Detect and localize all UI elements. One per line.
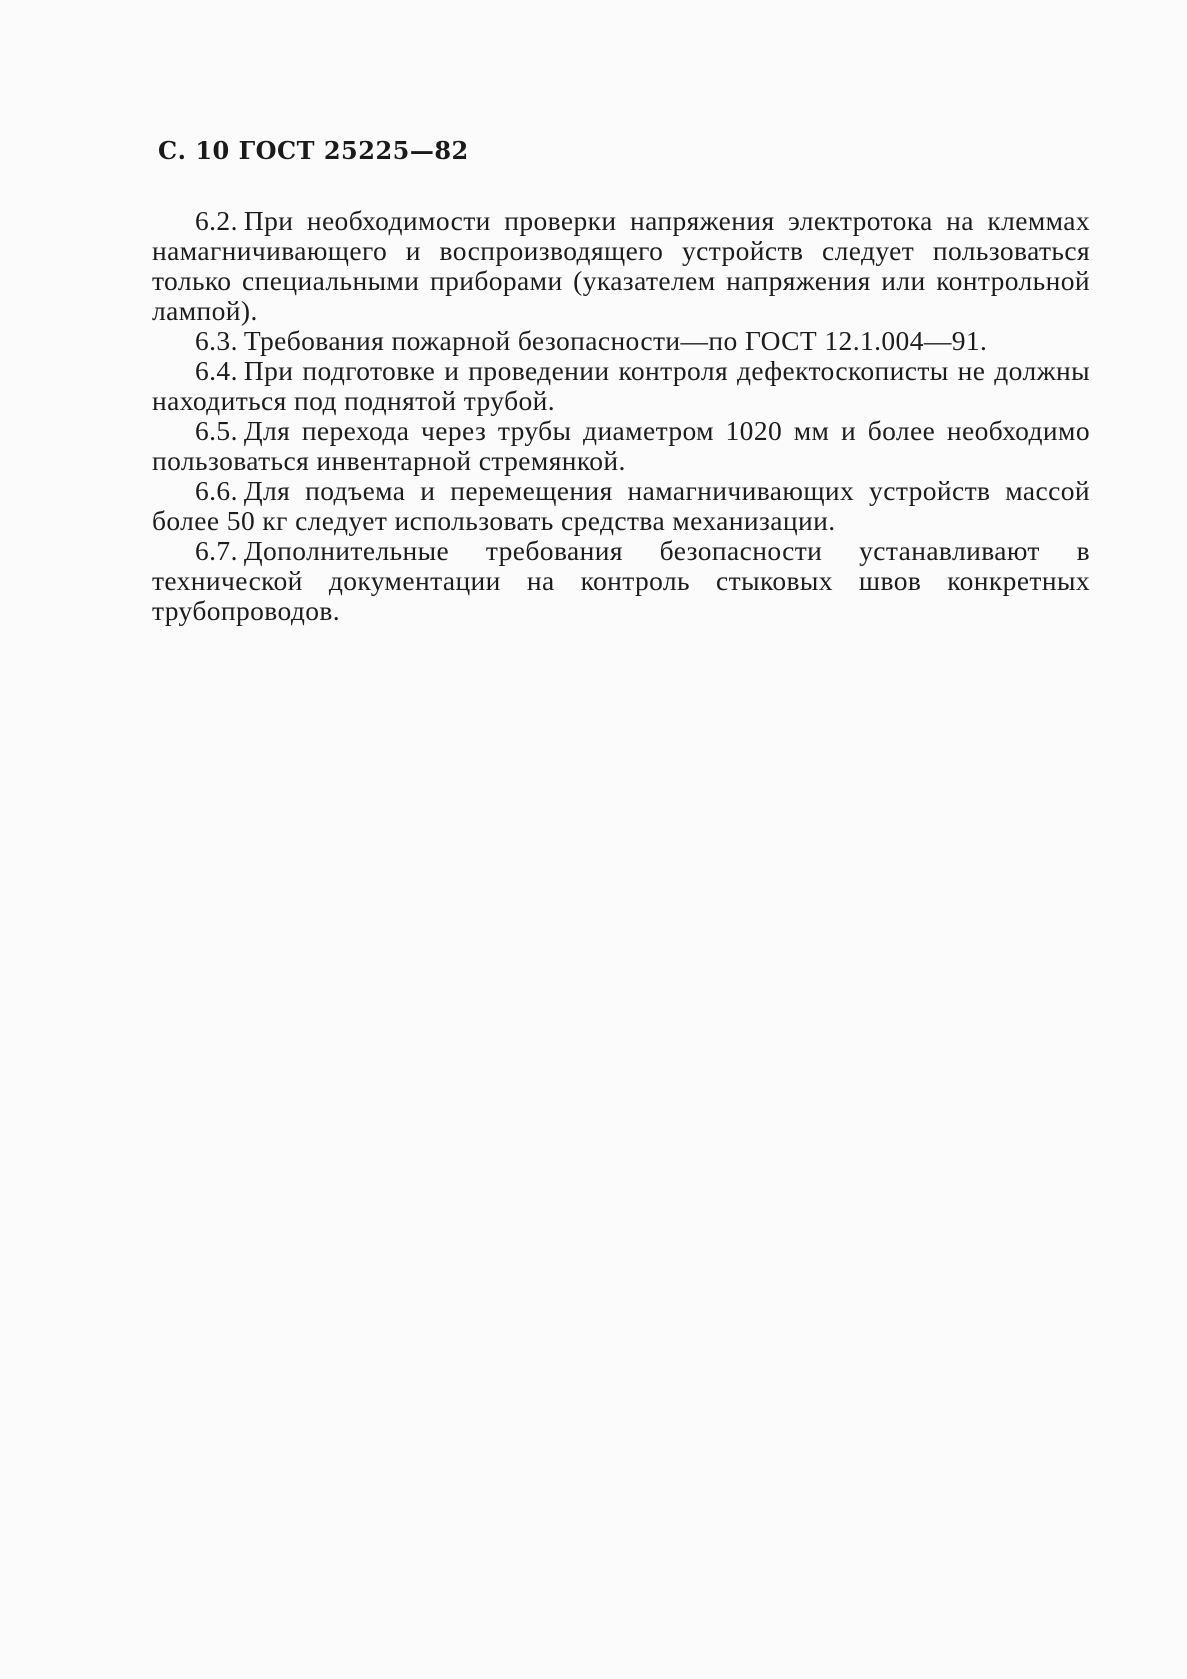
paragraph-text: При необходимости проверки напряжения электротока на клеммах намагничивающего и воспроизводящего устройств следует пользоваться только специальными приборами (указателем напряжения или контрольной лампой). xyxy=(152,205,1090,326)
paragraph-number: 6.5. xyxy=(195,415,238,446)
paragraph-text: При подготовке и проведении контроля дефектоскописты не должны находиться под поднятой трубой. xyxy=(152,355,1090,416)
page-header: С. 10 ГОСТ 25225—82 xyxy=(158,136,469,165)
paragraph-6-5 xyxy=(152,416,1090,476)
paragraph-number: 6.7. xyxy=(195,535,238,566)
paragraph-6-6 xyxy=(152,476,1090,536)
paragraph-text: Требования пожарной безопасности—по ГОСТ 12.1.004—91. xyxy=(243,325,988,356)
paragraph-6-2 xyxy=(152,206,1090,326)
paragraph-6-7 xyxy=(152,536,1090,626)
paragraph-text: Дополнительные требования безопасности устанавливают в технической документации на контроль стыковых швов конкретных трубопроводов. xyxy=(152,535,1090,626)
paragraph-6-4 xyxy=(152,356,1090,416)
paragraph-number: 6.6. xyxy=(195,475,238,506)
paragraph-text: Для подъема и перемещения намагничивающих устройств массой более 50 кг следует использовать средства механизации. xyxy=(152,475,1090,536)
paragraph-number: 6.2. xyxy=(195,205,238,236)
paragraph-number: 6.4. xyxy=(195,355,238,386)
paragraph-text: Для перехода через трубы диаметром 1020 мм и более необходимо пользоваться инвентарной стремянкой. xyxy=(152,415,1090,476)
paragraph-6-3 xyxy=(152,326,1090,356)
document-body xyxy=(152,206,1090,626)
paragraph-number: 6.3. xyxy=(195,325,238,356)
